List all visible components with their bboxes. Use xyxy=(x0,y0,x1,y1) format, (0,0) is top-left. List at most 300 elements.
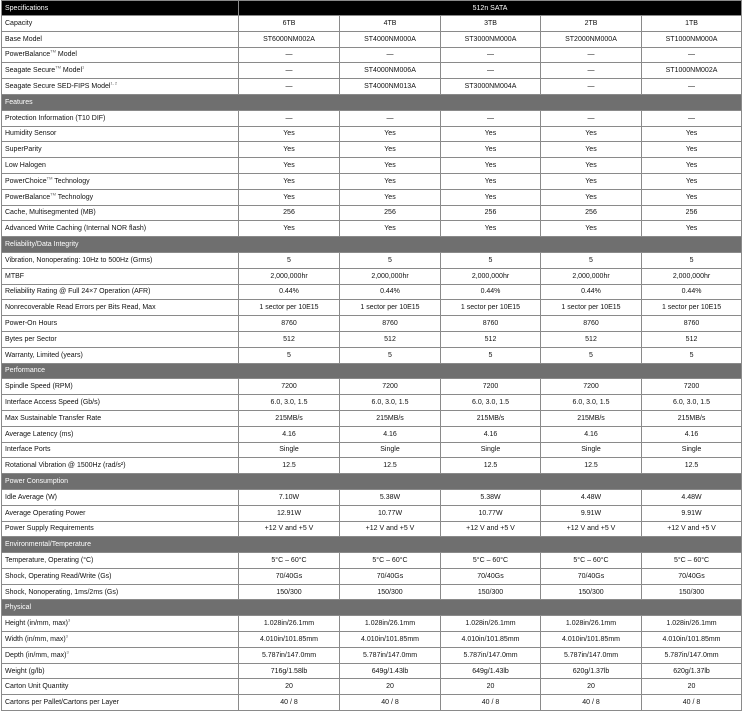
spec-value: 4.010in/101.85mm xyxy=(441,632,541,648)
spec-value: 5 xyxy=(642,347,742,363)
spec-value: Single xyxy=(340,442,441,458)
spec-value: 256 xyxy=(340,205,441,221)
spec-value: 0.44% xyxy=(239,284,340,300)
spec-value: 12.5 xyxy=(340,458,441,474)
spec-label xyxy=(2,442,239,458)
spec-value: ST4000NM006A xyxy=(340,63,441,79)
spec-row xyxy=(2,568,742,584)
spec-value: Yes xyxy=(441,173,541,189)
spec-value: 1TB xyxy=(642,16,742,32)
spec-value: 5 xyxy=(239,347,340,363)
spec-value: 5 xyxy=(340,347,441,363)
spec-label-text: Protection Information (T10 DIF) xyxy=(5,114,106,122)
spec-value: 12.5 xyxy=(239,458,340,474)
spec-value: 1 sector per 10E15 xyxy=(441,300,541,316)
spec-value: 4.48W xyxy=(541,489,642,505)
spec-value: Single xyxy=(642,442,742,458)
spec-label xyxy=(2,31,239,47)
spec-row xyxy=(2,695,742,711)
spec-value: — xyxy=(239,110,340,126)
spec-value: 12.5 xyxy=(642,458,742,474)
spec-label xyxy=(2,300,239,316)
spec-label-text: Weight (g/lb) xyxy=(5,667,45,675)
footnote-mark: 1 xyxy=(82,64,85,70)
spec-label xyxy=(2,79,239,95)
spec-value: 4.16 xyxy=(239,426,340,442)
footnote-mark: TM xyxy=(46,175,53,181)
spec-label xyxy=(2,379,239,395)
spec-label-text: Max Sustainable Transfer Rate xyxy=(5,414,102,422)
spec-row xyxy=(2,268,742,284)
spec-value: 5.38W xyxy=(340,489,441,505)
spec-value: 1 sector per 10E15 xyxy=(239,300,340,316)
spec-label xyxy=(2,695,239,711)
spec-label-text: Base Model xyxy=(5,35,42,43)
header-interface: 512n SATA xyxy=(239,1,742,16)
header-row xyxy=(2,1,742,16)
spec-value: 2,000,000hr xyxy=(239,268,340,284)
spec-value: — xyxy=(239,79,340,95)
spec-label-text: Cache, Multisegmented (MB) xyxy=(5,209,96,217)
spec-value: Yes xyxy=(642,221,742,237)
spec-value: 6.0, 3.0, 1.5 xyxy=(239,395,340,411)
footnote-mark: TM xyxy=(50,49,56,55)
spec-label-text: Width (in/mm, max) xyxy=(5,635,66,643)
spec-value: Yes xyxy=(239,126,340,142)
spec-value: 2,000,000hr xyxy=(441,268,541,284)
spec-value: Yes xyxy=(642,173,742,189)
section-title: Reliability/Data Integrity xyxy=(2,237,742,253)
spec-value: 4.48W xyxy=(642,489,742,505)
header-label: Specifications xyxy=(2,1,239,16)
spec-value: — xyxy=(340,47,441,63)
spec-value: 512 xyxy=(642,331,742,347)
spec-value: Yes xyxy=(239,158,340,174)
spec-value: +12 V and +5 V xyxy=(642,521,742,537)
spec-value: 256 xyxy=(642,205,742,221)
spec-row xyxy=(2,395,742,411)
section-title: Features xyxy=(2,94,742,110)
spec-label xyxy=(2,189,239,205)
spec-label-suffix: Model xyxy=(60,67,82,75)
spec-value: Yes xyxy=(541,126,642,142)
spec-value: 1 sector per 10E15 xyxy=(541,300,642,316)
spec-value: 2,000,000hr xyxy=(340,268,441,284)
spec-value: +12 V and +5 V xyxy=(441,521,541,537)
spec-row xyxy=(2,284,742,300)
spec-label-suffix: Model xyxy=(55,51,77,59)
spec-row xyxy=(2,126,742,142)
spec-value: 2TB xyxy=(541,16,642,32)
spec-label xyxy=(2,252,239,268)
spec-value: Yes xyxy=(340,189,441,205)
spec-label xyxy=(2,616,239,632)
spec-row xyxy=(2,521,742,537)
spec-value: 20 xyxy=(541,679,642,695)
spec-value: — xyxy=(642,110,742,126)
footnote-mark: 3 xyxy=(66,649,69,655)
spec-value: 150/300 xyxy=(541,584,642,600)
spec-value: 150/300 xyxy=(642,584,742,600)
spec-value: — xyxy=(541,63,642,79)
footnote-mark: 3 xyxy=(68,617,71,623)
spec-row xyxy=(2,142,742,158)
spec-value: 8760 xyxy=(340,316,441,332)
spec-label xyxy=(2,284,239,300)
spec-label-text: Low Halogen xyxy=(5,162,46,170)
spec-value: 8760 xyxy=(239,316,340,332)
spec-value: 70/40Gs xyxy=(441,568,541,584)
spec-value: Single xyxy=(541,442,642,458)
spec-label-text: Advanced Write Caching (Internal NOR flash) xyxy=(5,225,147,233)
spec-value: 215MB/s xyxy=(441,410,541,426)
section-title: Performance xyxy=(2,363,742,379)
spec-value: 12.91W xyxy=(239,505,340,521)
spec-value: — xyxy=(441,63,541,79)
spec-value: — xyxy=(441,110,541,126)
spec-value: 40 / 8 xyxy=(642,695,742,711)
spec-value: 4.010in/101.85mm xyxy=(541,632,642,648)
spec-value: 7200 xyxy=(441,379,541,395)
spec-value: 4TB xyxy=(340,16,441,32)
spec-label-text: PowerChoice xyxy=(5,177,47,185)
spec-value: Yes xyxy=(541,142,642,158)
spec-label xyxy=(2,632,239,648)
spec-value: Yes xyxy=(340,126,441,142)
spec-value: 5 xyxy=(441,252,541,268)
spec-value: 5°C – 60°C xyxy=(441,553,541,569)
spec-label-text: Shock, Nonoperating, 1ms/2ms (Gs) xyxy=(5,588,119,596)
spec-value: 6.0, 3.0, 1.5 xyxy=(340,395,441,411)
spec-label xyxy=(2,158,239,174)
spec-value: 5 xyxy=(541,347,642,363)
spec-value: ST4000NM000A xyxy=(340,31,441,47)
spec-value: Yes xyxy=(441,142,541,158)
spec-value: Yes xyxy=(642,142,742,158)
spec-label xyxy=(2,47,239,63)
spec-value: 7200 xyxy=(239,379,340,395)
spec-label-text: Humidity Sensor xyxy=(5,130,57,138)
spec-value: 5°C – 60°C xyxy=(642,553,742,569)
spec-value: 5 xyxy=(340,252,441,268)
spec-value: 4.16 xyxy=(642,426,742,442)
spec-label-text: Vibration, Nonoperating: 10Hz to 500Hz (Grms) xyxy=(5,256,153,264)
spec-value: ST3000NM000A xyxy=(441,31,541,47)
spec-value: 5.787in/147.0mm xyxy=(642,647,742,663)
spec-label-text: Cartons per Pallet/Cartons per Layer xyxy=(5,699,119,707)
spec-value: 9.91W xyxy=(642,505,742,521)
spec-label xyxy=(2,221,239,237)
spec-value: 9.91W xyxy=(541,505,642,521)
spec-label-text: Average Operating Power xyxy=(5,509,86,517)
spec-label xyxy=(2,395,239,411)
spec-value: 0.44% xyxy=(541,284,642,300)
spec-value: ST2000NM000A xyxy=(541,31,642,47)
spec-label-text: Spindle Speed (RPM) xyxy=(5,383,73,391)
spec-value: 6.0, 3.0, 1.5 xyxy=(441,395,541,411)
spec-value: — xyxy=(642,47,742,63)
spec-value: Yes xyxy=(239,142,340,158)
spec-value: 4.16 xyxy=(441,426,541,442)
spec-value: +12 V and +5 V xyxy=(340,521,441,537)
spec-label-text: Power Supply Requirements xyxy=(5,525,94,533)
spec-label-text: Seagate Secure SED-FIPS Model xyxy=(5,83,111,91)
spec-value: 8760 xyxy=(441,316,541,332)
spec-label xyxy=(2,268,239,284)
spec-value: ST4000NM013A xyxy=(340,79,441,95)
spec-row xyxy=(2,47,742,63)
spec-value: 256 xyxy=(239,205,340,221)
spec-row xyxy=(2,505,742,521)
spec-value: 70/40Gs xyxy=(239,568,340,584)
spec-label xyxy=(2,173,239,189)
spec-label-text: Interface Access Speed (Gb/s) xyxy=(5,399,100,407)
spec-value: — xyxy=(541,110,642,126)
spec-value: Yes xyxy=(441,221,541,237)
spec-value: 5°C – 60°C xyxy=(340,553,441,569)
spec-label-text: Reliability Rating @ Full 24×7 Operation (AFR) xyxy=(5,288,151,296)
spec-value: 5 xyxy=(642,252,742,268)
section-header xyxy=(2,537,742,553)
spec-row xyxy=(2,347,742,363)
section-header xyxy=(2,94,742,110)
specifications-body xyxy=(2,16,742,711)
section-header xyxy=(2,237,742,253)
spec-row xyxy=(2,331,742,347)
section-header xyxy=(2,474,742,490)
specifications-table xyxy=(1,0,742,711)
spec-value: 7.10W xyxy=(239,489,340,505)
spec-row xyxy=(2,79,742,95)
spec-value: ST1000NM002A xyxy=(642,63,742,79)
spec-value: 7200 xyxy=(340,379,441,395)
spec-value: 6TB xyxy=(239,16,340,32)
spec-label-text: Height (in/mm, max) xyxy=(5,620,69,628)
spec-value: 40 / 8 xyxy=(239,695,340,711)
spec-value: 4.16 xyxy=(340,426,441,442)
spec-value: ST3000NM004A xyxy=(441,79,541,95)
spec-value: 512 xyxy=(239,331,340,347)
spec-value: ST1000NM000A xyxy=(642,31,742,47)
spec-row xyxy=(2,16,742,32)
spec-value: 150/300 xyxy=(239,584,340,600)
spec-label xyxy=(2,568,239,584)
spec-value: 70/40Gs xyxy=(642,568,742,584)
spec-value: Yes xyxy=(239,221,340,237)
spec-label-text: Shock, Operating Read/Write (Gs) xyxy=(5,572,112,580)
spec-value: 716g/1.58lb xyxy=(239,663,340,679)
footnote-mark: TM xyxy=(55,64,61,70)
spec-label-suffix: Technology xyxy=(55,193,94,201)
spec-value: 10.77W xyxy=(340,505,441,521)
spec-value: 2,000,000hr xyxy=(541,268,642,284)
spec-value: 20 xyxy=(239,679,340,695)
spec-value: 70/40Gs xyxy=(541,568,642,584)
spec-value: 4.010in/101.85mm xyxy=(642,632,742,648)
spec-value: — xyxy=(441,47,541,63)
spec-row xyxy=(2,489,742,505)
spec-label-text: Rotational Vibration @ 1500Hz (rad/s²) xyxy=(5,462,126,470)
spec-value: 512 xyxy=(541,331,642,347)
spec-value: +12 V and +5 V xyxy=(239,521,340,537)
spec-value: 2,000,000hr xyxy=(642,268,742,284)
spec-row xyxy=(2,379,742,395)
spec-row xyxy=(2,158,742,174)
spec-value: Yes xyxy=(340,221,441,237)
spec-label-text: Temperature, Operating (°C) xyxy=(5,556,94,564)
spec-value: ST6000NM002A xyxy=(239,31,340,47)
spec-value: 20 xyxy=(642,679,742,695)
spec-label xyxy=(2,505,239,521)
spec-value: Yes xyxy=(642,158,742,174)
spec-row xyxy=(2,252,742,268)
footnote-mark: 3 xyxy=(65,633,68,639)
spec-value: Yes xyxy=(541,173,642,189)
spec-row xyxy=(2,663,742,679)
spec-row xyxy=(2,205,742,221)
spec-label-text: Capacity xyxy=(5,19,33,27)
spec-label xyxy=(2,679,239,695)
spec-label xyxy=(2,16,239,32)
spec-value: Yes xyxy=(642,126,742,142)
spec-value: Yes xyxy=(541,158,642,174)
spec-value: — xyxy=(340,110,441,126)
spec-row xyxy=(2,679,742,695)
spec-label-text: SuperParity xyxy=(5,146,42,154)
section-header xyxy=(2,363,742,379)
spec-label xyxy=(2,663,239,679)
spec-value: — xyxy=(541,47,642,63)
spec-value: 1.028in/26.1mm xyxy=(239,616,340,632)
spec-value: Single xyxy=(239,442,340,458)
spec-row xyxy=(2,647,742,663)
section-title: Environmental/Temperature xyxy=(2,537,742,553)
spec-value: 620g/1.37lb xyxy=(642,663,742,679)
spec-label xyxy=(2,426,239,442)
spec-value: 0.44% xyxy=(642,284,742,300)
spec-label-text: Bytes per Sector xyxy=(5,335,57,343)
spec-value: 6.0, 3.0, 1.5 xyxy=(642,395,742,411)
spec-value: 5 xyxy=(541,252,642,268)
spec-value: — xyxy=(541,79,642,95)
spec-label-text: Nonrecoverable Read Errors per Bits Read, Max xyxy=(5,304,156,312)
footnote-mark: TM xyxy=(50,191,56,197)
spec-value: 5°C – 60°C xyxy=(541,553,642,569)
spec-value: 10.77W xyxy=(441,505,541,521)
spec-value: Yes xyxy=(441,189,541,205)
spec-value: 5 xyxy=(441,347,541,363)
spec-label-text: Interface Ports xyxy=(5,446,51,454)
spec-value: Yes xyxy=(340,158,441,174)
spec-label xyxy=(2,331,239,347)
spec-value: 215MB/s xyxy=(239,410,340,426)
spec-label-text: Warranty, Limited (years) xyxy=(5,351,83,359)
spec-value: 215MB/s xyxy=(541,410,642,426)
spec-row xyxy=(2,616,742,632)
spec-label-text: Average Latency (ms) xyxy=(5,430,74,438)
spec-value: 70/40Gs xyxy=(340,568,441,584)
spec-value: 150/300 xyxy=(340,584,441,600)
spec-value: 5.787in/147.0mm xyxy=(239,647,340,663)
spec-value: — xyxy=(239,47,340,63)
spec-value: 215MB/s xyxy=(340,410,441,426)
spec-value: Single xyxy=(441,442,541,458)
spec-value: 1.028in/26.1mm xyxy=(441,616,541,632)
spec-row xyxy=(2,410,742,426)
spec-value: 649g/1.43lb xyxy=(340,663,441,679)
spec-value: 512 xyxy=(340,331,441,347)
spec-label-text: Seagate Secure xyxy=(5,67,56,75)
spec-row xyxy=(2,426,742,442)
spec-value: 5.787in/147.0mm xyxy=(441,647,541,663)
spec-value: Yes xyxy=(541,221,642,237)
spec-label xyxy=(2,347,239,363)
spec-value: 40 / 8 xyxy=(541,695,642,711)
spec-label xyxy=(2,458,239,474)
spec-value: 5.787in/147.0mm xyxy=(340,647,441,663)
spec-label xyxy=(2,521,239,537)
spec-value: Yes xyxy=(340,173,441,189)
spec-value: Yes xyxy=(441,126,541,142)
spec-label xyxy=(2,126,239,142)
spec-label xyxy=(2,553,239,569)
spec-label xyxy=(2,647,239,663)
spec-value: 0.44% xyxy=(441,284,541,300)
spec-label-suffix: Technology xyxy=(52,177,90,185)
spec-label xyxy=(2,410,239,426)
spec-value: +12 V and +5 V xyxy=(541,521,642,537)
spec-label-text: Power-On Hours xyxy=(5,320,58,328)
spec-value: 4.16 xyxy=(541,426,642,442)
spec-value: — xyxy=(239,63,340,79)
spec-value: 215MB/s xyxy=(642,410,742,426)
spec-value: 12.5 xyxy=(441,458,541,474)
spec-label-text: PowerBalance xyxy=(5,193,51,201)
spec-value: Yes xyxy=(239,173,340,189)
spec-label-text: Carton Unit Quantity xyxy=(5,683,69,691)
spec-row xyxy=(2,442,742,458)
spec-label xyxy=(2,142,239,158)
spec-value: 7200 xyxy=(642,379,742,395)
spec-value: 40 / 8 xyxy=(441,695,541,711)
section-title: Physical xyxy=(2,600,742,616)
spec-value: 20 xyxy=(441,679,541,695)
spec-value: 5.38W xyxy=(441,489,541,505)
spec-label-text: PowerBalance xyxy=(5,51,51,59)
spec-row xyxy=(2,189,742,205)
spec-value: 649g/1.43lb xyxy=(441,663,541,679)
spec-label xyxy=(2,63,239,79)
spec-value: 12.5 xyxy=(541,458,642,474)
spec-value: 40 / 8 xyxy=(340,695,441,711)
spec-label xyxy=(2,489,239,505)
spec-row xyxy=(2,31,742,47)
spec-value: 5 xyxy=(239,252,340,268)
spec-label xyxy=(2,584,239,600)
spec-label-text: Depth (in/mm, max) xyxy=(5,651,67,659)
spec-value: 6.0, 3.0, 1.5 xyxy=(541,395,642,411)
spec-value: 8760 xyxy=(541,316,642,332)
spec-value: 4.010in/101.85mm xyxy=(239,632,340,648)
section-header xyxy=(2,600,742,616)
spec-value: 1 sector per 10E15 xyxy=(340,300,441,316)
spec-value: Yes xyxy=(441,158,541,174)
spec-value: Yes xyxy=(642,189,742,205)
spec-value: 20 xyxy=(340,679,441,695)
spec-value: 5°C – 60°C xyxy=(239,553,340,569)
spec-value: 1.028in/26.1mm xyxy=(642,616,742,632)
spec-row xyxy=(2,316,742,332)
